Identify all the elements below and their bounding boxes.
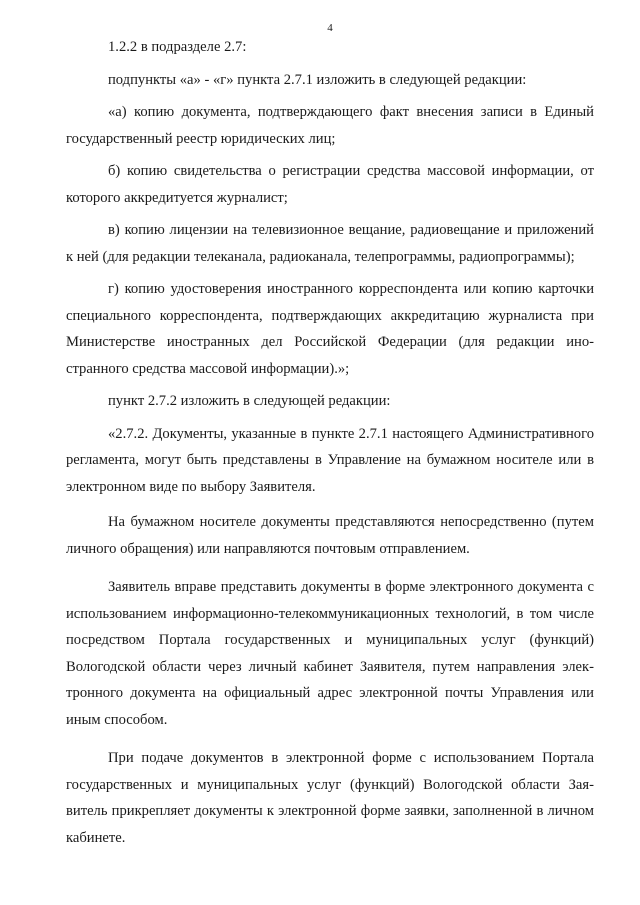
paragraph-subclauses-intro: подпункты «а» - «г» пункта 2.7.1 изложить в следующей редакции: (108, 71, 527, 88)
paragraph-item-v: в) копию лицензии на телевизионное вещание, радиовещание и приложений к ней (для редакции телеканала, радиоканала, телепрограммы, радиопрограммы); (66, 222, 594, 265)
document-body (66, 34, 594, 851)
paragraph-portal-submission: При подаче документов в электронной форме с использованием Портала государственных и муниципальных услуг (функций) Вологодской области Заявитель прикрепляет документы к электронной форме заявки, заполненной в личном кабинете. (66, 750, 594, 846)
paragraph-section-1-2-2: 1.2.2 в подразделе 2.7: (108, 39, 247, 55)
paragraph-item-b: б) копию свидетельства о регистрации средства массовой информации, от которого аккредитуется журналист; (66, 163, 594, 206)
paragraph-electronic-submission: Заявитель вправе представить документы в форме электронного документа с использованием информационно-телекоммуникационных технологий, в том числе посредством Портала государственных и муниципальных услуг (функций) Вологодской области через личный кабинет Заявителя, путем направления электронного документа на официальный адрес электронной почты Управления или иным способом. (66, 579, 594, 728)
paragraph-clause-2-7-2: «2.7.2. Документы, указанные в пункте 2.7.1 настоящего Административного регламента, могут быть представлены в Управление на бумажном носителе или в электронном виде по выбору Заявителя. (66, 425, 594, 495)
paragraph-clause-2-7-2-intro: пункт 2.7.2 изложить в следующей редакции: (108, 393, 391, 409)
paragraph-paper-submission: На бумажном носителе документы представляются непосредственно (путем личного обращения) или направляются почтовым отправлением. (66, 514, 594, 557)
page-number: 4 (327, 22, 333, 34)
paragraph-item-g: г) копию удостоверения иностранного корреспондента или копию карточки специального корреспондента, подтверждающих аккредитацию журналиста при Министерстве иностранных дел Российской Федерации (для редакции иностранного средства массовой информации).»; (66, 281, 594, 377)
paragraph-item-a: «а) копию документа, подтверждающего факт внесения записи в Единый государственный реестр юридических лиц; (66, 104, 594, 147)
